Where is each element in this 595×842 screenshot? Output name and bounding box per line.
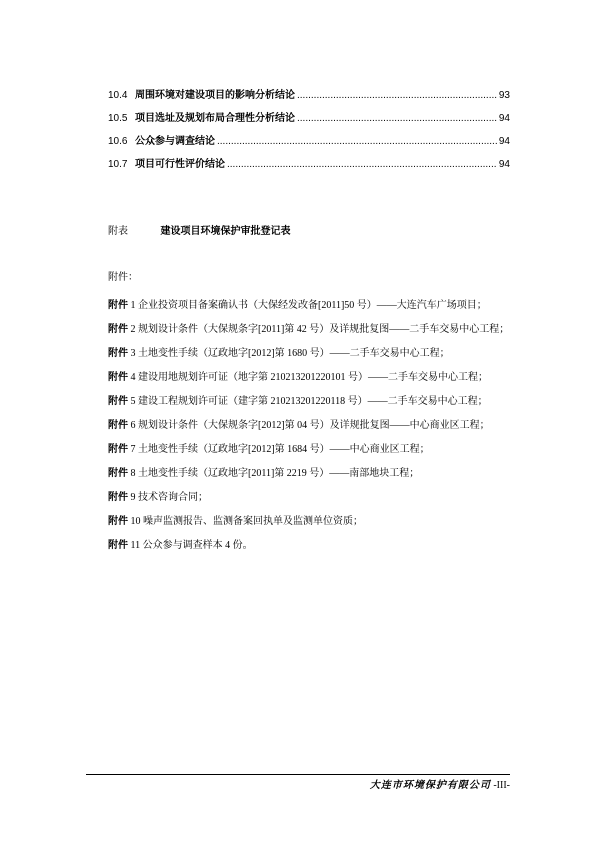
toc-entry-page: 93 — [498, 90, 510, 101]
attachment-text: 噪声监测报告、监测备案回执单及监测单位资质； — [143, 516, 363, 527]
toc-entry[interactable] — [108, 155, 510, 169]
footer-divider — [86, 774, 510, 775]
attachment-number: 8 — [128, 468, 138, 479]
toc-entry-number: 10.4 — [108, 90, 128, 101]
attachment-number: 10 — [128, 516, 143, 527]
attachments-heading: 附件： — [108, 272, 138, 283]
attachment-text: 土地变性手续（辽政地字[2012]第 1684 号）——中心商业区工程； — [138, 444, 430, 455]
attachment-text: 技术咨询合同； — [138, 492, 208, 503]
list-item — [108, 318, 512, 342]
attachment-number: 11 — [128, 540, 143, 551]
footer-company: 大连市环境保护有限公司 — [369, 780, 491, 791]
attachment-label: 附件 — [108, 324, 128, 335]
footer-page-number: -III- — [493, 780, 510, 791]
attachment-label: 附件 — [108, 396, 128, 407]
list-item — [108, 366, 512, 390]
toc-entry-title: 公众参与调查结论 — [135, 136, 215, 147]
page-footer — [370, 776, 510, 791]
attachment-label: 附件 — [108, 420, 128, 431]
attachment-label: 附件 — [108, 300, 128, 311]
list-item — [108, 438, 512, 462]
attachment-number: 4 — [128, 372, 138, 383]
toc-entry-page: 94 — [498, 113, 510, 124]
toc-entry-page: 94 — [498, 136, 510, 147]
attachment-label: 附件 — [108, 468, 128, 479]
attachment-number: 7 — [128, 444, 138, 455]
attachment-label: 附件 — [108, 492, 128, 503]
attachment-text: 建设工程规划许可证（建字第 210213201220118 号）——二手车交易中心工程； — [138, 396, 488, 407]
list-item — [108, 486, 512, 510]
toc-entry[interactable] — [108, 109, 510, 123]
attachment-text: 规划设计条件（大保规条字[2011]第 42 号）及详规批复图——二手车交易中心工程； — [138, 324, 510, 335]
appendix-table-line — [108, 222, 291, 237]
toc-entry-page: 94 — [498, 159, 510, 170]
attachment-label: 附件 — [108, 348, 128, 359]
attachment-number: 1 — [128, 300, 138, 311]
list-item — [108, 390, 512, 414]
appendix-table-title: 建设项目环境保护审批登记表 — [160, 226, 291, 237]
toc-entry-number: 10.5 — [108, 113, 128, 124]
toc-dot-leader — [227, 159, 497, 170]
toc-dot-leader — [217, 136, 497, 147]
attachment-text: 规划设计条件（大保规条字[2012]第 04 号）及详规批复图——中心商业区工程； — [138, 420, 490, 431]
attachment-number: 2 — [128, 324, 138, 335]
list-item — [108, 462, 512, 486]
toc-dot-leader — [297, 90, 497, 101]
attachment-text: 企业投资项目备案确认书（大保经发改备[2011]50 号）——大连汽车广场项目； — [138, 300, 487, 311]
appendix-table-label: 附表 — [108, 226, 128, 237]
attachment-label: 附件 — [108, 372, 128, 383]
attachment-number: 5 — [128, 396, 138, 407]
attachment-label: 附件 — [108, 540, 128, 551]
attachment-label: 附件 — [108, 444, 128, 455]
toc-entry-number: 10.7 — [108, 159, 128, 170]
attachment-text: 土地变性手续（辽政地字[2012]第 1680 号）——二手车交易中心工程； — [138, 348, 450, 359]
toc-entry-title: 项目选址及规划布局合理性分析结论 — [135, 113, 295, 124]
attachment-text: 土地变性手续（辽政地字[2011]第 2219 号）——南部地块工程； — [138, 468, 420, 479]
attachment-text: 建设用地规划许可证（地字第 210213201220101 号）——二手车交易中心工程； — [138, 372, 488, 383]
toc-entry[interactable] — [108, 132, 510, 146]
attachment-label: 附件 — [108, 516, 128, 527]
toc-entry[interactable] — [108, 86, 510, 100]
toc-entry-title: 周围环境对建设项目的影响分析结论 — [135, 90, 295, 101]
attachments-list — [108, 294, 512, 558]
attachment-number: 9 — [128, 492, 138, 503]
toc-entry-title: 项目可行性评价结论 — [135, 159, 225, 170]
attachment-number: 3 — [128, 348, 138, 359]
attachment-number: 6 — [128, 420, 138, 431]
toc-entry-number: 10.6 — [108, 136, 128, 147]
list-item — [108, 294, 512, 318]
list-item — [108, 534, 512, 558]
list-item — [108, 510, 512, 534]
attachment-text: 公众参与调查样本 4 份。 — [142, 540, 253, 551]
list-item — [108, 414, 512, 438]
list-item — [108, 342, 512, 366]
toc-dot-leader — [297, 113, 497, 124]
